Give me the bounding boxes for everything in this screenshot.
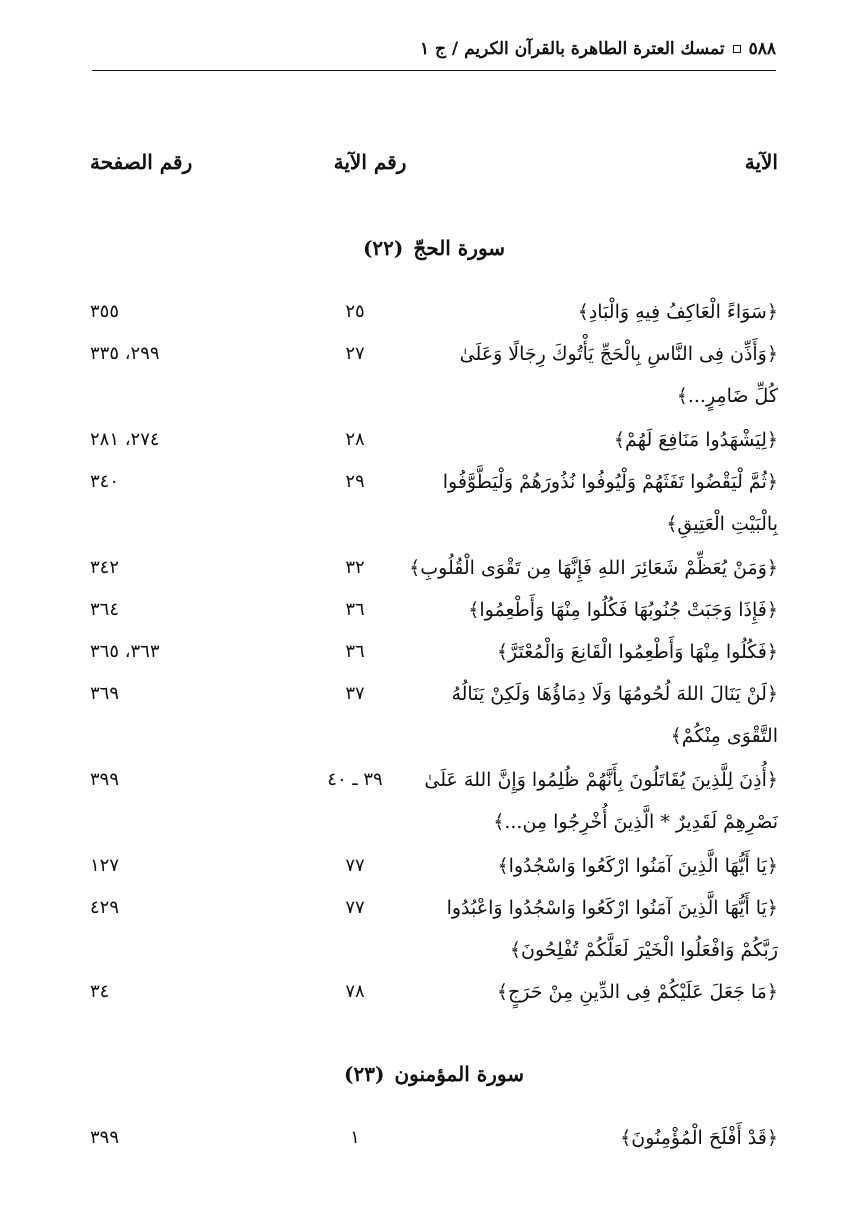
surah-title: سورة المؤمنون [394, 1062, 524, 1086]
verse-text: ﴿أُذِنَ لِلَّذِينَ يُقَاتَلُونَ بِأَنَّهُمْ ظُلِمُوا وَإِنَّ اللهَ عَلَىٰ [424, 769, 778, 791]
ayah-number: ٧٧ [345, 855, 365, 876]
index-entry [0, 846, 868, 886]
index-entry [0, 334, 868, 374]
ayah-number: ٢٧ [345, 343, 365, 364]
verse-text: ﴿يَا أَيُّهَا الَّذِينَ آمَنُوا ارْكَعُوا وَاسْجُدُوا﴾ [497, 855, 778, 877]
verse-text: ﴿يَا أَيُّهَا الَّذِينَ آمَنُوا ارْكَعُوا وَاسْجُدُوا وَاعْبُدُوا [446, 897, 778, 919]
page-references: ٣٦٣، ٣٦٥ [90, 641, 160, 662]
column-header-ayah-number: رقم الآية [333, 150, 407, 174]
running-head-book-title: تمسك العترة الطاهرة بالقرآن الكريم / ج ١ [419, 39, 725, 59]
verse-text: ﴿سَوَاءً الْعَاكِفُ فِيهِ وَالْبَادِ﴾ [577, 301, 778, 323]
running-head [92, 34, 776, 64]
ayah-number: ٧٨ [345, 981, 365, 1002]
ayah-number: ٢٥ [345, 301, 365, 322]
running-head-page-number: ٥٨٨ [748, 39, 776, 59]
page-references: ٣٤٠ [90, 471, 120, 492]
ayah-number: ٣٦ [345, 599, 365, 620]
verse-text: ﴿لَنْ يَنَالَ اللهَ لُحُومُهَا وَلَا دِمَاؤُهَا وَلَكِنْ يَنَالُهُ [451, 683, 778, 705]
index-entry [0, 674, 868, 714]
ayah-number: ٣٢ [345, 557, 365, 578]
page-references: ٣٥٥ [90, 301, 120, 322]
page-references: ٣٦٩ [90, 683, 120, 704]
column-header-page-number: رقم الصفحة [90, 150, 193, 174]
verse-text: ﴿قَدْ أَفْلَحَ الْمُؤْمِنُونَ﴾ [620, 1127, 778, 1149]
ayah-number: ٢٩ [345, 471, 365, 492]
index-entry [0, 590, 868, 630]
surah-heading-hajj [0, 236, 868, 268]
index-entry [0, 462, 868, 502]
verse-text: ﴿وَأَذِّن فِى النَّاسِ بِالْحَجِّ يَأْتُوكَ رِجَالًا وَعَلَىٰ [459, 343, 778, 365]
verse-text: ﴿ثُمَّ لْيَقْضُوا تَفَثَهُمْ وَلْيُوفُوا نُذُورَهُمْ وَلْيَطَّوَّفُوا [442, 471, 778, 493]
page-references: ٣٤٢ [90, 557, 120, 578]
index-entry [0, 1118, 868, 1158]
page-references: ٣٤ [90, 981, 110, 1002]
index-entry [0, 632, 868, 672]
verse-text-continuation: نَصْرِهِمْ لَقَدِيرٌ * الَّذِينَ أُخْرِجُوا مِن...﴾ [493, 811, 778, 833]
index-entry [0, 760, 868, 800]
page-references: ٢٩٩، ٣٣٥ [90, 343, 160, 364]
ayah-number: ١ [350, 1127, 360, 1148]
index-entry [0, 972, 868, 1012]
ayah-number: ٧٧ [345, 897, 365, 918]
verse-text-continuation: بِالْبَيْتِ الْعَتِيقِ﴾ [666, 513, 778, 535]
verse-text: ﴿وَمَنْ يُعَظِّمْ شَعَائِرَ اللهِ فَإِنَّهَا مِن تَقْوَى الْقُلُوبِ﴾ [409, 557, 778, 579]
surah-title: سورة الحجّ [413, 236, 506, 260]
square-ornament-icon [733, 45, 741, 53]
ayah-number: ٣٩ ـ ٤٠ [327, 769, 383, 790]
verse-text-continuation: رَبَّكُمْ وَافْعَلُوا الْخَيْرَ لَعَلَّكُمْ تُفْلِحُونَ﴾ [509, 939, 778, 961]
ayah-number: ٣٦ [345, 641, 365, 662]
verse-text: ﴿لِيَشْهَدُوا مَنَافِعَ لَهُمْ﴾ [613, 429, 778, 451]
column-header-verse: الآية [744, 150, 778, 174]
page-references: ٢٧٤، ٢٨١ [90, 429, 160, 450]
index-entry [0, 292, 868, 332]
page-references: ٣٩٩ [90, 769, 120, 790]
index-entry [0, 548, 868, 588]
verse-text-continuation: كُلِّ ضَامِرٍ...﴾ [676, 385, 778, 407]
surah-number: (٢٣) [344, 1062, 385, 1086]
index-entry [0, 888, 868, 928]
surah-heading-muminun [0, 1062, 868, 1094]
header-divider [92, 70, 776, 71]
verse-text: ﴿فَكُلُوا مِنْهَا وَأَطْعِمُوا الْقَانِعَ وَالْمُعْتَرَّ﴾ [496, 641, 778, 663]
page-references: ٣٦٤ [90, 599, 120, 620]
page-references: ٤٢٩ [90, 897, 120, 918]
verse-text: ﴿فَإِذَا وَجَبَتْ جُنُوبُهَا فَكُلُوا مِنْهَا وَأَطْعِمُوا﴾ [468, 599, 778, 621]
page-references: ١٢٧ [90, 855, 120, 876]
ayah-number: ٢٨ [345, 429, 365, 450]
verse-text: ﴿مَا جَعَلَ عَلَيْكُمْ فِى الدِّينِ مِنْ حَرَجٍ﴾ [496, 981, 778, 1003]
index-entry [0, 420, 868, 460]
ayah-number: ٣٧ [345, 683, 365, 704]
verse-text-continuation: التَّقْوَى مِنْكُمْ﴾ [670, 725, 778, 747]
surah-number: (٢٢) [362, 236, 404, 260]
page-references: ٣٩٩ [90, 1127, 120, 1148]
